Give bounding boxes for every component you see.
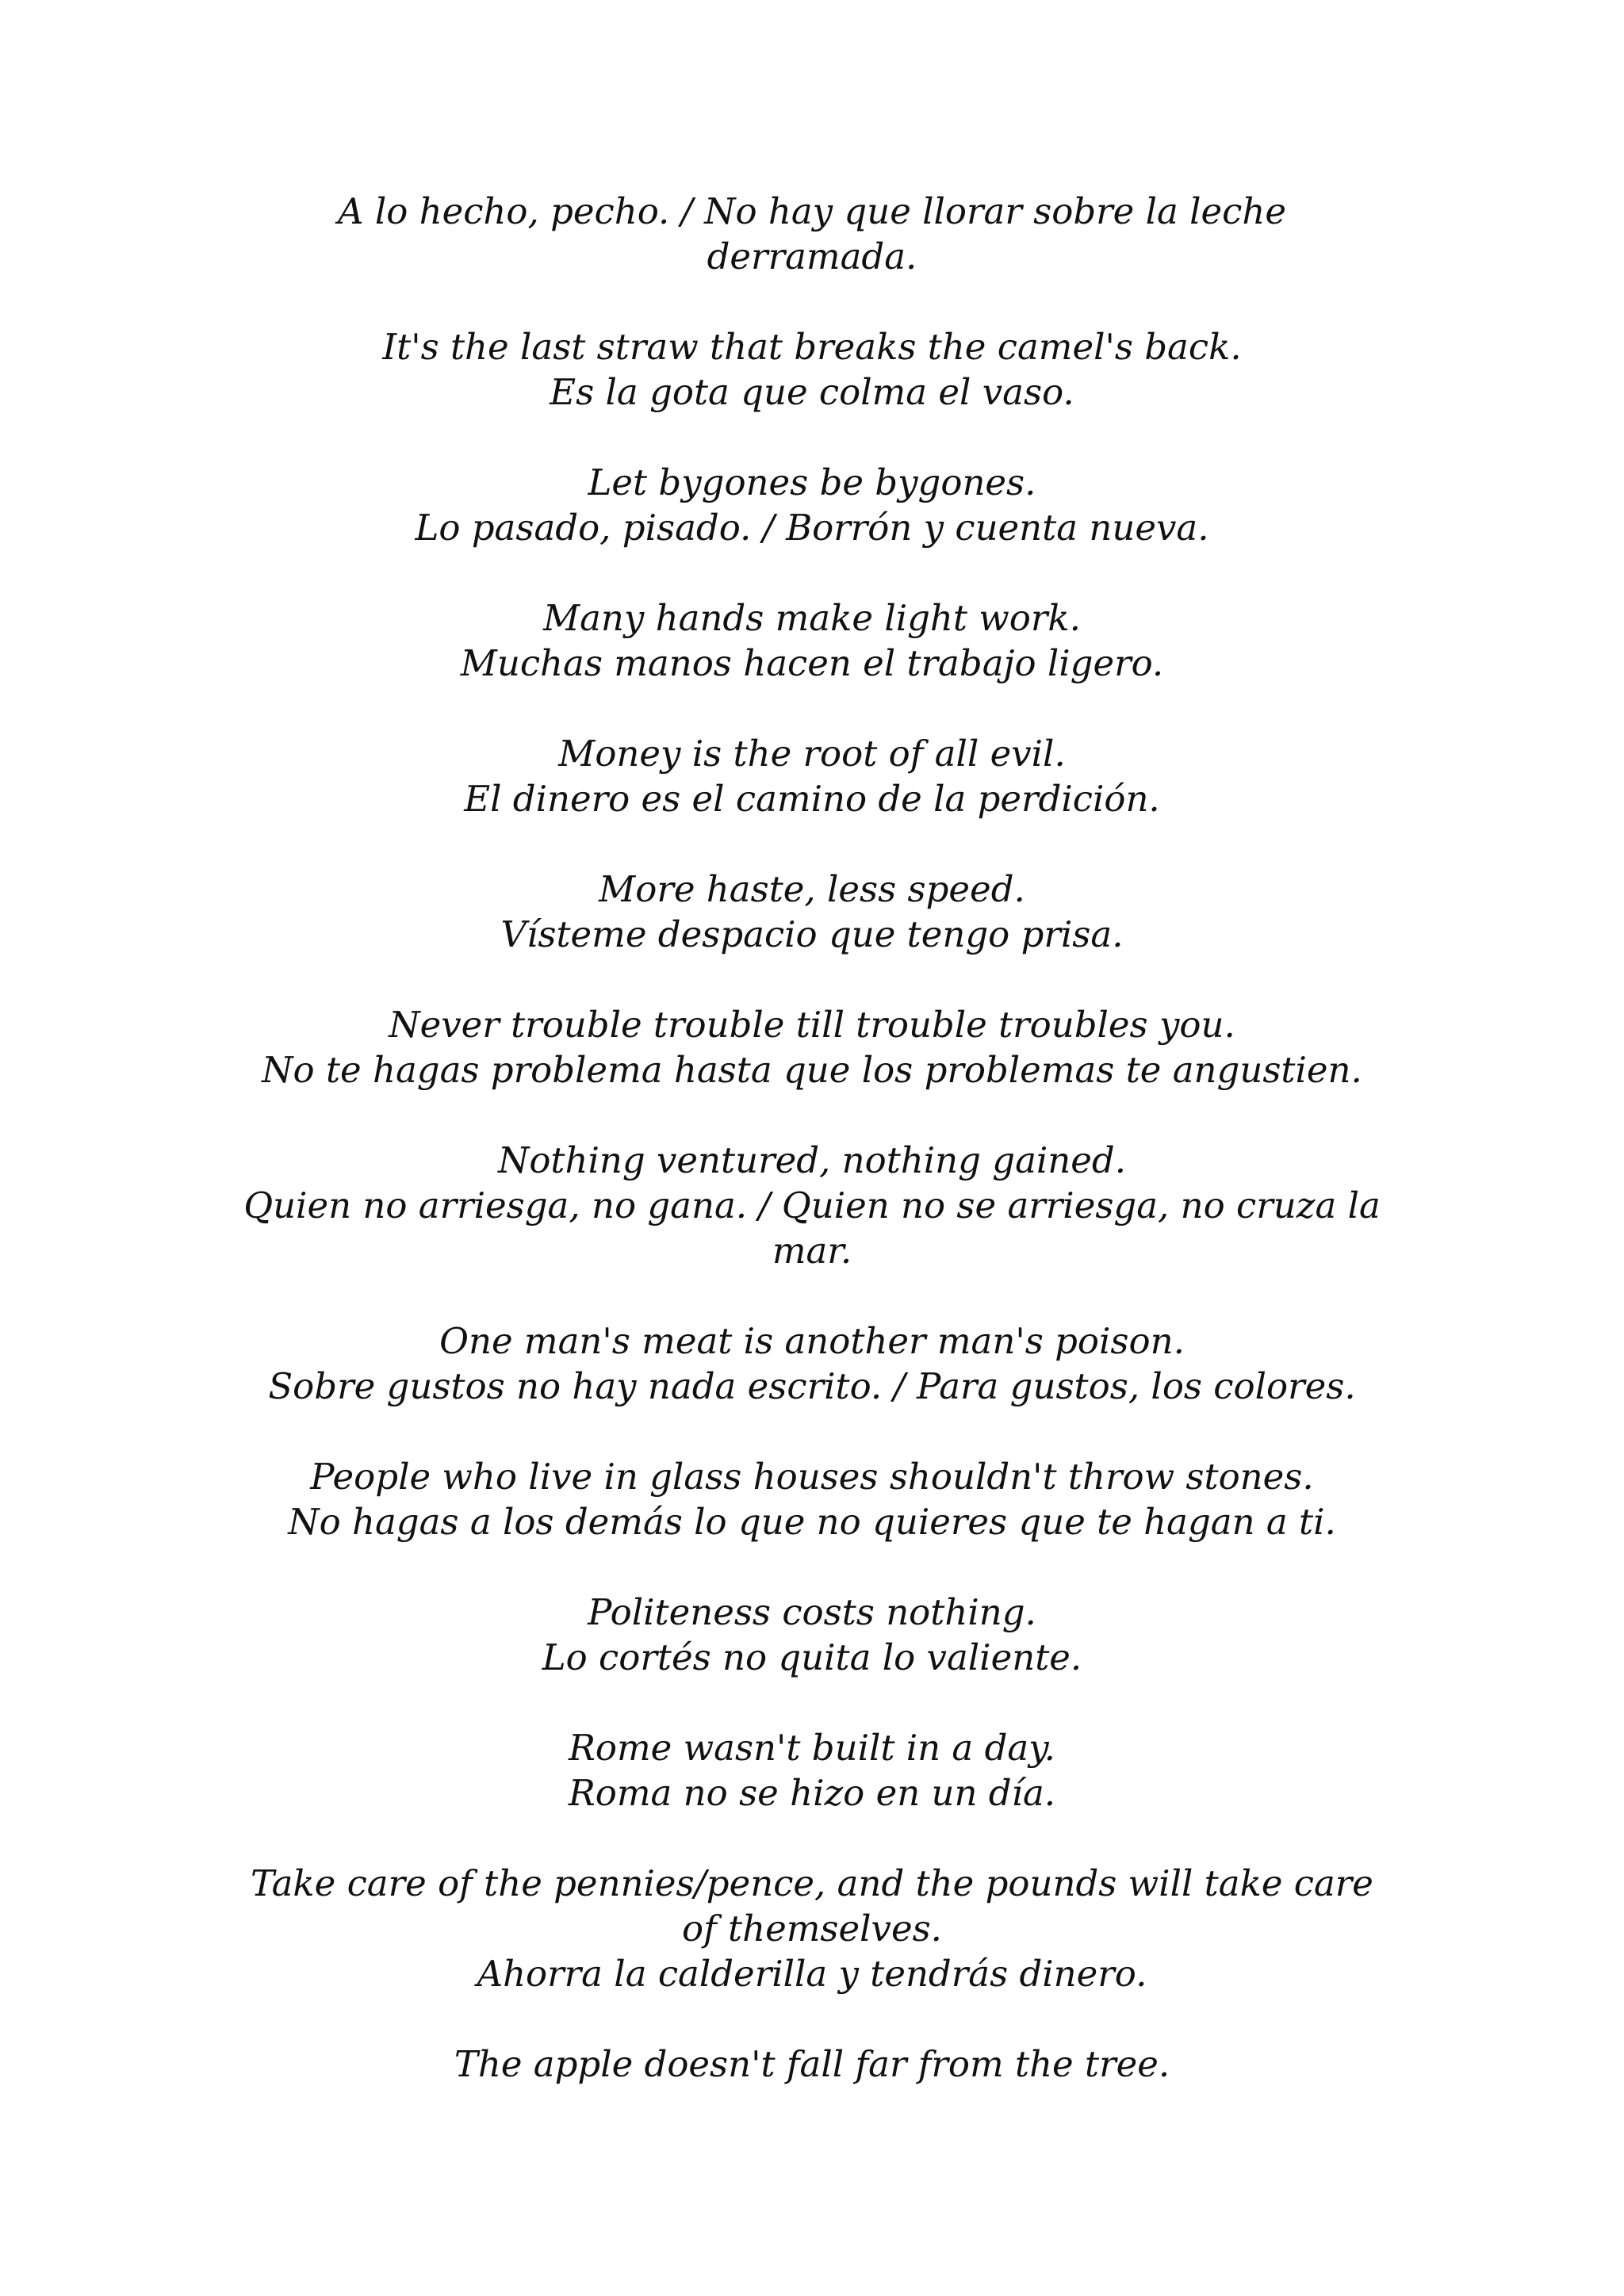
english-proverb: Rome wasn't built in a day. — [569, 1727, 1055, 1769]
proverb-entry — [238, 1725, 1386, 1816]
spanish-proverb: No te hagas problema hasta que los problemas te angustien. — [262, 1049, 1362, 1091]
proverb-list — [238, 189, 1386, 2132]
english-proverb: Never trouble trouble till trouble troubles you. — [389, 1004, 1235, 1046]
proverb-entry — [238, 189, 1386, 279]
english-proverb: It's the last straw that breaks the camel's back. — [382, 326, 1242, 368]
proverb-entry — [238, 1590, 1386, 1680]
proverb-entry — [238, 1861, 1386, 1996]
spanish-proverb: No hagas a los demás lo que no quieres que te hagan a ti. — [288, 1501, 1336, 1543]
english-proverb: Nothing ventured, nothing gained. — [497, 1139, 1127, 1181]
english-proverb: The apple doesn't fall far from the tree. — [454, 2043, 1170, 2085]
english-proverb: Many hands make light work. — [543, 597, 1081, 639]
proverb-entry — [238, 2042, 1386, 2087]
english-proverb: Let bygones be bygones. — [588, 461, 1036, 503]
proverb-entry — [238, 595, 1386, 686]
proverb-entry — [238, 1138, 1386, 1273]
proverb-entry — [238, 1318, 1386, 1409]
spanish-proverb: Es la gota que colma el vaso. — [550, 371, 1074, 413]
english-proverb: People who live in glass houses shouldn't throw stones. — [310, 1456, 1314, 1498]
spanish-proverb: A lo hecho, pecho. / No hay que llorar sobre la leche derramada. — [338, 190, 1286, 277]
english-proverb: Money is the root of all evil. — [558, 733, 1066, 775]
english-proverb: More haste, less speed. — [599, 868, 1025, 910]
spanish-proverb: Sobre gustos no hay nada escrito. / Para gustos, los colores. — [268, 1365, 1356, 1407]
proverb-entry — [238, 731, 1386, 821]
english-proverb: Politeness costs nothing. — [588, 1591, 1036, 1633]
spanish-proverb: Ahorra la calderilla y tendrás dinero. — [477, 1953, 1147, 1995]
proverb-entry — [238, 460, 1386, 550]
spanish-proverb: Vísteme despacio que tengo prisa. — [500, 913, 1124, 955]
spanish-proverb: El dinero es el camino de la perdición. — [464, 778, 1160, 820]
english-proverb: One man's meat is another man's poison. — [439, 1320, 1185, 1362]
spanish-proverb: Roma no se hizo en un día. — [568, 1772, 1056, 1814]
proverb-entry — [238, 867, 1386, 957]
english-proverb: Take care of the pennies/pence, and the pounds will take care of themselves. — [251, 1862, 1373, 1950]
spanish-proverb: Lo cortés no quita lo valiente. — [542, 1636, 1082, 1678]
spanish-proverb: Quien no arriesga, no gana. / Quien no se arriesga, no cruza la mar. — [243, 1184, 1381, 1272]
proverb-entry — [238, 1002, 1386, 1093]
spanish-proverb: Muchas manos hacen el trabajo ligero. — [460, 642, 1164, 684]
proverb-entry — [238, 1454, 1386, 1544]
spanish-proverb: Lo pasado, pisado. / Borrón y cuenta nueva. — [415, 507, 1209, 549]
proverb-entry — [238, 324, 1386, 415]
